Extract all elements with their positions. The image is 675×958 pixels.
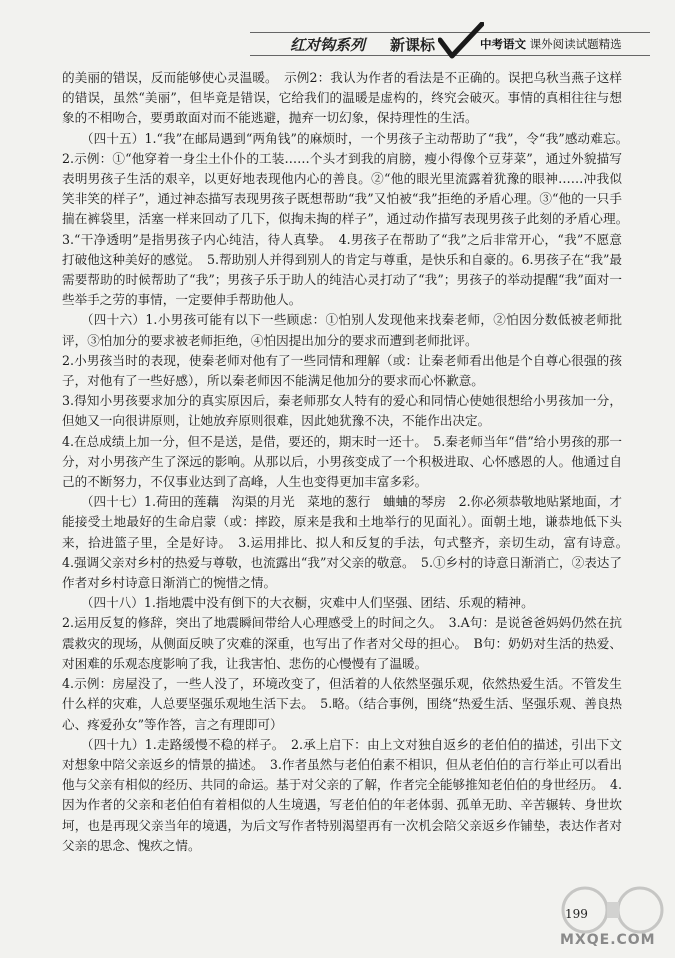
series-title: 红对钩系列 [290,36,366,54]
book-subtitle [480,36,622,52]
curriculum-label: 新课标 [390,36,436,54]
paragraph: （四十七）1.荷田的莲藕 沟渠的月光 菜地的葱行 蛐蛐的琴房 2.你必须恭敬地贴紧地面，才能接受土地最好的生命启蒙（或：摔跤，原来是我和土地举行的见面礼）。面朝土地，谦恭地低下头来，拾进篮子里，全是好诗。 3.运用排比、拟人和反复的手法，句式整齐，亲切生动，富有诗意。 4.强调父亲对乡村的热爱与尊敬，也流露出“我”对父亲的敬意。 5.①乡村的诗意日渐消亡，②表达了作者对乡村诗意日渐消亡的惋惜之情。 [62,494,635,591]
paragraph: 2.运用反复的修辞，突出了地震瞬间带给人心理感受上的时间之久。 3.A句：是说爸爸妈妈仍然在抗震救灾的现场，从侧面反映了灾难的深重，也写出了作者对父母的担心。 B句：奶奶对生活的热爱、对困难的乐观态度影响了我，让我害怕、悲伤的心慢慢有了温暖。 [62,615,622,671]
paragraph: （四十八）1.指地震中没有倒下的大衣橱，灾难中人们坚强、团结、乐观的精神。 [80,595,534,611]
paragraph: （四十五）1.“我”在邮局遇到“两角钱”的麻烦时，一个男孩子主动帮助了“我”，令“我”感动难忘。 2.示例：①“他穿着一身尘土仆仆的工装……个头才到我的肩膀，瘦小得像个豆芽菜”，通过外貌描写表明男孩子生活的艰辛，以更好地表现他内心的善良。②“他的眼光里流露着犹豫的眼神……冲我似笑非笑的样子”，通过神态描写表现男孩子既想帮助“我”又怕被“我”拒绝的矛盾心理。③“他的一只手揣在裤袋里，活塞一样来回动了几下，似掏未掏的样子”，通过动作描写表现男孩子此刻的矛盾心理。 3.“干净透明”是指男孩子内心纯洁，待人真挚。 4.男孩子在帮助了“我”之后非常开心，“我”不愿意打破他这种美好的感觉。 5.帮助别人并得到别人的肯定与尊重，是快乐和自豪的。6.男孩子在“我”最需要帮助的时候帮助了“我”；男孩子乐于助人的纯洁心灵打动了“我”；男孩子的举动提醒“我”面对一些举手之劳的事情，一定要伸手帮助他人。 [62,130,635,308]
page-number: 199 [565,907,588,921]
paragraph: （四十九）1.走路缓慢不稳的样子。 2.承上启下：由上文对独自返乡的老伯伯的描述，引出下文对想象中陪父亲返乡的情景的描述。 3.作者虽然与老伯伯素不相识，但从老伯伯的言行举止可以看出他与父亲有相似的经历、共同的命运。基于对父亲的了解，作者完全能够推知老伯伯的身世经历。 4.因为作者的父亲和老伯伯有着相似的人生境遇，写老伯伯的年老体弱、孤单无助、辛苦辗转、身世坎坷，也是再现父亲当年的境遇，为后文写作者特别渴望再有一次机会陪父亲返乡作铺垫，表达作者对父亲的思念、愧疚之情。 [62,736,622,853]
checkmark-logo-icon [438,22,484,60]
paragraph: （四十六）1.小男孩可能有以下一些顾虑：①怕别人发现他来找秦老师，②怕因分数低被老师批评，③怕加分的要求被老师拒绝，④怕因提出加分的要求而遭到老师批评。 [62,312,622,348]
answer-text [62,68,635,856]
paragraph: 的美丽的错误，反而能够使心灵温暖。 示例2：我认为作者的看法是不正确的。误把乌秋当燕子这样的错误，虽然“美丽”，但毕竟是错误，它给我们的温暖是虚构的，终究会破灭。事情的真相往往与想象的不相吻合，要勇敢面对而不能逃避，抛弃一切幻象，保持理性的生活。 [62,70,622,126]
page-header [250,22,650,62]
watermark-text: MXQE.COM [560,932,656,948]
paragraph: 3.得知小男孩要求加分的真实原因后，秦老师那女人特有的爱心和同情心使她很想给小男孩加一分，但她又一向很讲原则，让她放弃原则很难，因此她犹豫不决，不能作出决定。 [62,393,622,429]
paragraph: 4.示例：房屋没了，一些人没了，环境改变了，但活着的人依然坚强乐观，依然热爱生活。不管发生什么样的灾难，人总要坚强乐观地生活下去。 5.略。（结合事例，围绕“热爱生活、坚强乐观、善良热心、疼爱孙女”等作答，言之有理即可） [62,676,622,732]
book-subtitle-rest: 课外阅读试题精选 [526,37,622,51]
paragraph: 2.小男孩当时的表现，使秦老师对他有了一些同情和理解（或：让秦老师看出他是个自尊心很强的孩子，对他有了一些好感），所以秦老师因不能满足他加分的要求而心怀歉意。 [62,352,622,389]
book-subject: 中考语文 [480,37,526,51]
paragraph: 4.在总成绩上加一分，但不是送，是借，要还的，期末时一还十。 5.秦老师当年“借”给小男孩的那一分，对小男孩产生了深远的影响。从那以后，小男孩变成了一个积极进取、心怀感恩的人。他通过自己的不断努力，不仅事业达到了高峰，人生也变得更加丰富多彩。 [62,433,622,490]
